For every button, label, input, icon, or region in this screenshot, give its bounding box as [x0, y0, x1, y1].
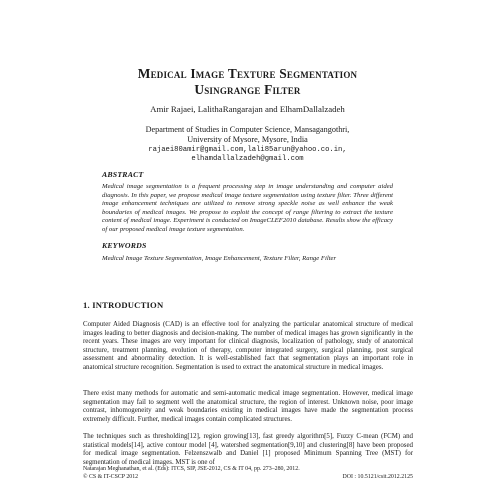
paper-title	[60, 66, 435, 98]
footer-citation: Natarajan Meghanathan, et al. (Eds): ITCS, SIP, JSE-2012, CS & IT 04, pp. 273–280, 2012.	[83, 466, 300, 472]
email-line-1: rajaei80amir@gmail.com,lali85arun@yahoo.co.in,	[148, 146, 347, 154]
keywords-text: Medical Image Texture Segmentation, Image Enhancement, Texture Filter, Range Filter	[102, 255, 337, 262]
affiliation-line-2: University of Mysore, Mysore, India	[187, 135, 308, 144]
title-line-2: Usingrange Filter	[194, 82, 301, 97]
keywords-heading: KEYWORDS	[102, 241, 147, 250]
abstract-heading: ABSTRACT	[102, 170, 144, 179]
page-footer	[83, 466, 413, 481]
abstract-text: Medical image segmentation is a frequent processing step in image understanding and computer aided diagnosis. In this paper, we propose medical image texture segmentation using texture filter. Three different image enhancement techniques are utilized to remove strong speckle noise as well enhance the weak boundaries of medical images. We propose to exploit the concept of range filtering to extract the texture content of medical image. Experiment is conducted on ImageCLEF2010 database. Results show the efficacy of our proposed medical image texture segmentation.	[102, 183, 393, 233]
author-emails	[90, 146, 405, 164]
footer-copyright: © CS & IT-CSCP 2012	[83, 473, 139, 480]
intro-heading: 1. INTRODUCTION	[83, 300, 164, 310]
intro-paragraph-1: Computer Aided Diagnosis (CAD) is an effective tool for analyzing the particular anatomical structure of medical images leading to better diagnosis and decision-making. The number of medical images has grown significantly in the recent years. These images are very important for clinical diagnosis, localization of pathology, study of anatomical structure, treatment planning, evolution of therapy, computer integrated surgery, surgical planning, post surgical assessment and abnormality detection. It is well-established fact that segmentation plays an important role in anatomical structure recognition. Segmentation is used to extract the anatomical structure in medical images.	[83, 321, 413, 371]
intro-paragraph-2: There exist many methods for automatic and semi-automatic medical image segmentation. However, medical image segmentation may fail to segment well the anatomical structure, the region of interest. Unknown noise, poor image contrast, inhomogeneity and weak boundaries existing in medical images have made the segmentation process extremely difficult. Further, medical images contain complicated structures.	[83, 390, 413, 423]
title-line-1: Medical Image Texture Segmentation	[137, 66, 358, 81]
email-line-2: elhamdallalzadeh@gmail.com	[191, 155, 304, 163]
footer-doi: DOI : 10.5121/csit.2012.2125	[342, 473, 413, 480]
affiliation-line-1: Department of Studies in Computer Science, Mansagangothri,	[145, 125, 350, 134]
author-list: Amir Rajaei, LalithaRangarajan and ElhamDallalzadeh	[150, 104, 345, 114]
affiliation	[90, 125, 405, 145]
intro-paragraph-3: The techniques such as thresholding[12], region growing[13], fast greedy algorithm[5], Fuzzy C-mean (FCM) and statistical models[14], active contour model [4], watershed segmentation[9,10] and clustering[8] have been proposed for medical image segmentation. Felzenszwalb and Daniel [1] proposed Minimum Spanning Tree (MST) for segmentation of medical images. MST is one of	[83, 433, 413, 466]
